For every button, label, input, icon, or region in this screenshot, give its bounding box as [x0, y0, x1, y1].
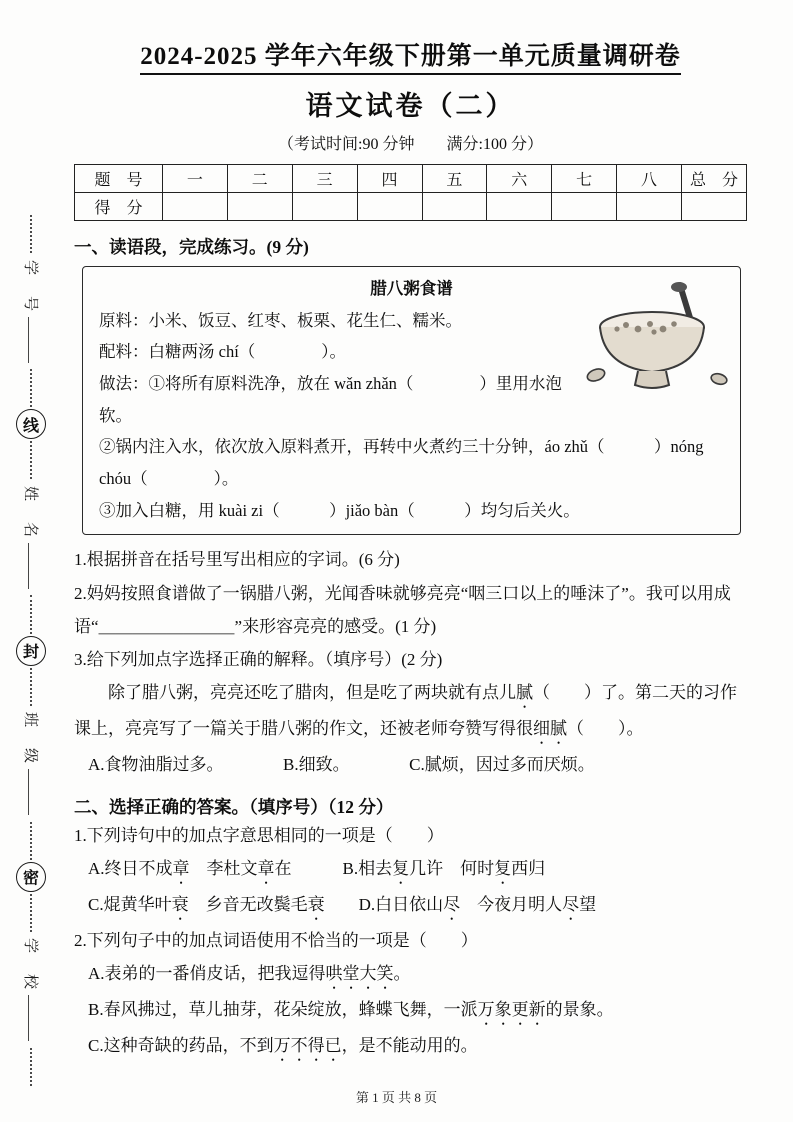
- question-2-1-options-cd: C.焜黄华叶衰 乡音无改鬓毛衰 D.白日依山尽 今夜月明人尽望: [88, 895, 597, 915]
- score-col-total: 总 分: [682, 165, 747, 193]
- question-1-3-passage: 除了腊八粥，亮亮还吃了腊肉，但是吃了两块就有点儿腻（ ）了。第二天的习作课上，亮亮写了一篇关于腊八粥的作文，还被老师夸赞写得很细腻（ ）。: [74, 682, 737, 738]
- seal-dotted-line: [30, 441, 32, 479]
- question-2-2-option-c: C.这种奇缺的药品，不到万不得已，是不能动用的。: [88, 1036, 478, 1056]
- score-cell-empty: [163, 193, 228, 221]
- page-title: 2024-2025 学年六年级下册第一单元质量调研卷: [74, 36, 747, 72]
- recipe-line-step1: 做法：①将所有原料洗净，放在 wǎn zhǎn（ ）里用水泡软。: [99, 374, 562, 425]
- question-1-3: 3.给下列加点字选择正确的解释。（填序号）(2 分): [74, 649, 443, 669]
- exam-info: （考试时间:90 分钟 满分:100 分）: [278, 136, 543, 153]
- section-one-heading: 一、读语段，完成练习。(9 分): [74, 237, 309, 257]
- score-col-7: 七: [552, 165, 617, 193]
- score-cell-empty: [617, 193, 682, 221]
- score-col-1: 一: [163, 165, 228, 193]
- porridge-bowl-illustration: [584, 279, 732, 401]
- score-col-6: 六: [487, 165, 552, 193]
- score-cell-empty: [227, 193, 292, 221]
- question-2-2-option-b: B.春风拂过，草儿抽芽，花朵绽放，蜂蝶飞舞，一派万象更新的景象。: [88, 1000, 614, 1020]
- score-col-3: 三: [292, 165, 357, 193]
- page-footer: 第 1 页 共 8 页: [355, 1090, 438, 1105]
- score-table: [74, 164, 747, 221]
- score-col-4: 四: [357, 165, 422, 193]
- question-2-2-option-a: A.表弟的一番俏皮话，把我逗得哄堂大笑。: [88, 964, 411, 984]
- exam-content: [62, 0, 793, 1122]
- seal-circle-xian: 线: [16, 409, 46, 439]
- score-table-question-label: 题 号: [75, 165, 163, 193]
- seal-line-margin: [0, 0, 62, 1122]
- seal-dotted-line: [30, 822, 32, 860]
- recipe-line-ingredients: 原料：小米、饭豆、红枣、板栗、花生仁、糯米。: [99, 310, 462, 330]
- recipe-box: [82, 266, 741, 535]
- seal-circle-feng: 封: [16, 636, 46, 666]
- seal-dotted-line: [30, 215, 32, 253]
- question-1-3-options: A.食物油脂过多。 B.细致。 C.腻烦，因过多而厌烦。: [88, 754, 595, 774]
- seal-school-label: 学 校: [21, 938, 42, 1041]
- recipe-line-step2: ②锅内注入水，依次放入原料煮开，再转中火煮约三十分钟，áo zhǔ（ ）nóng chóu（ ）。: [99, 437, 704, 489]
- section-two-heading: 二、选择正确的答案。（填序号）（12 分）: [74, 797, 394, 818]
- seal-student-id-label: 学 号: [21, 260, 42, 363]
- recipe-line-seasoning: 配料：白糖两汤 chí（ ）。: [99, 342, 347, 362]
- seal-class-label: 班 级: [21, 712, 42, 815]
- seal-dotted-line: [30, 668, 32, 706]
- question-1-1: 1.根据拼音在括号里写出相应的字词。(6 分): [74, 550, 400, 570]
- question-2-1-options-ab: A.终日不成章 李杜文章在 B.相去复几许 何时复西归: [88, 859, 546, 879]
- score-col-5: 五: [422, 165, 487, 193]
- seal-name-label: 姓 名: [21, 486, 42, 589]
- seal-dotted-line: [30, 369, 32, 407]
- seal-circle-mi: 密: [16, 862, 46, 892]
- paper-subtitle: 语文试卷（二）: [305, 91, 516, 121]
- score-table-score-row: [75, 193, 747, 221]
- question-2-2: 2.下列句子中的加点词语使用不恰当的一项是（ ）: [74, 931, 478, 951]
- score-cell-empty: [292, 193, 357, 221]
- score-cell-empty: [682, 193, 747, 221]
- score-cell-empty: [357, 193, 422, 221]
- score-table-header-row: [75, 165, 747, 193]
- score-cell-empty: [552, 193, 617, 221]
- question-1-2: 2.妈妈按照食谱做了一锅腊八粥，光闻香味就够亮亮“咽三口以上的唾沫了”。我可以用成语“＿＿＿＿＿＿＿＿”来形容亮亮的感受。(1 分): [74, 583, 731, 636]
- recipe-line-step3: ③加入白糖，用 kuài zi（ ）jiǎo bàn（ ）均匀后关火。: [99, 500, 580, 520]
- score-table-score-label: 得 分: [75, 193, 163, 221]
- score-col-8: 八: [617, 165, 682, 193]
- score-col-2: 二: [227, 165, 292, 193]
- question-2-1: 1.下列诗句中的加点字意思相同的一项是（ ）: [74, 826, 444, 846]
- seal-dotted-line: [30, 1048, 32, 1086]
- recipe-title: 腊八粥食谱: [370, 279, 453, 298]
- score-cell-empty: [422, 193, 487, 221]
- seal-dotted-line: [30, 894, 32, 932]
- seal-dotted-line: [30, 595, 32, 633]
- score-cell-empty: [487, 193, 552, 221]
